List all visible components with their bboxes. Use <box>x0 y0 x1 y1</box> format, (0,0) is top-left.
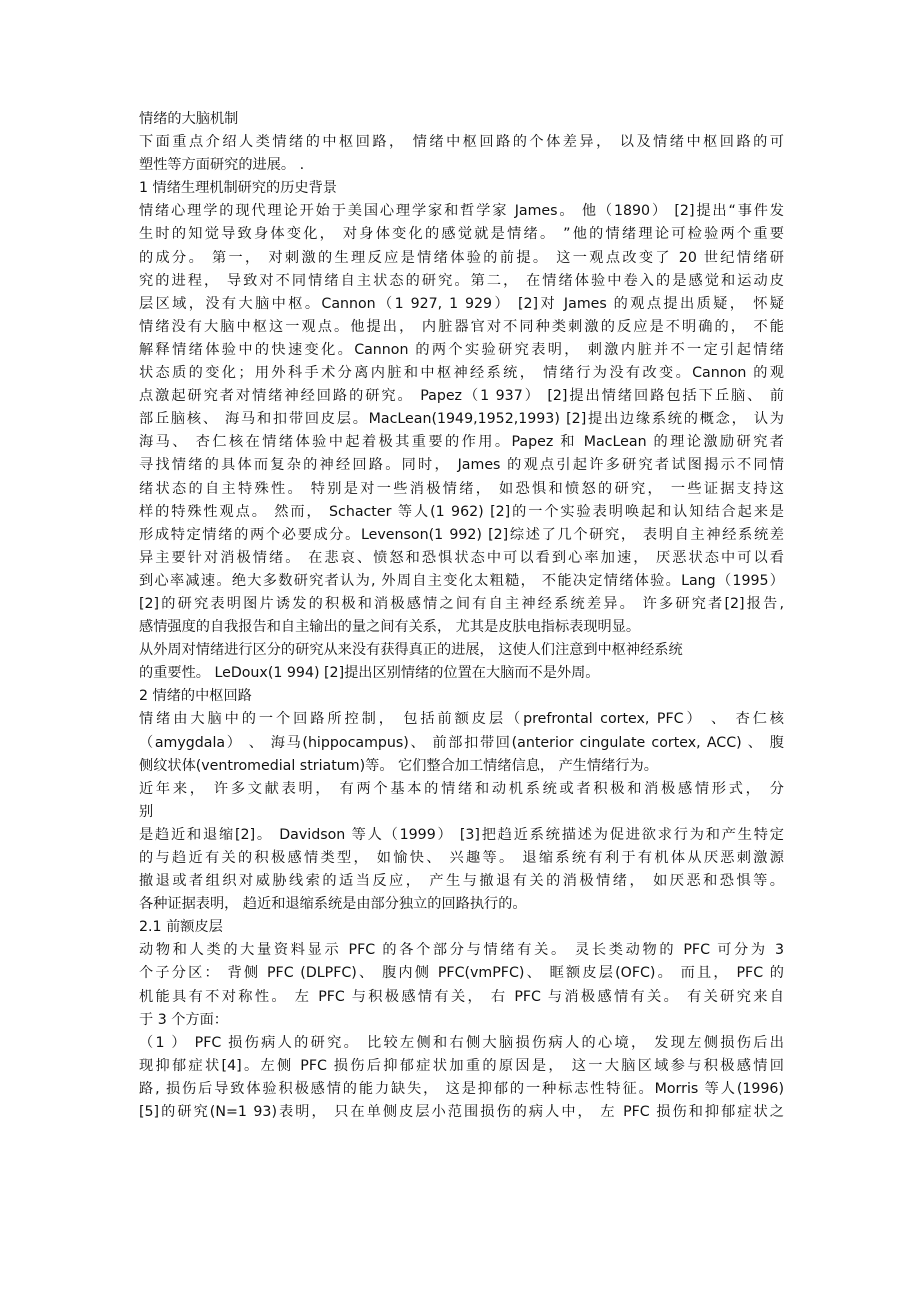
text-line: 路, 损伤后导致体验积极感情的能力缺失， 这是抑郁的一种标志性特征。Morris 等人(1996) <box>139 1080 784 1097</box>
text-line: 层区域，没有大脑中枢。Cannon（1 927, 1 929） [2]对 James 的观点提出质疑， 怀疑 <box>139 295 784 312</box>
text-line: 别 <box>139 803 154 820</box>
text-line: 情绪没有大脑中枢这一观点。他提出， 内脏器官对不同种类刺激的反应是不明确的， 不能 <box>139 318 784 335</box>
text-line: [5]的研究(N=1 93)表明， 只在单侧皮层小范围损伤的病人中， 左 PFC 损伤和抑郁症状之 <box>139 1104 784 1121</box>
text-line: 情绪的大脑机制 <box>139 111 239 127</box>
text-line: 寻找情绪的具体而复杂的神经回路。同时， James 的观点引起许多研究者试图揭示不同情 <box>139 457 784 474</box>
text-line: 动物和人类的大量资料显示 PFC 的各个部分与情绪有关。 灵长类动物的 PFC 可分为 3 <box>139 942 784 959</box>
text-line: 2.1 前额皮层 <box>139 919 223 936</box>
text-line: 机能具有不对称性。 左 PFC 与积极感情有关， 右 PFC 与消极感情有关。 有关研究来自 <box>139 988 784 1005</box>
text-line: 感情强度的自我报告和自主输出的量之间有关系， 尤其是皮肤电指标表现明显。 <box>139 619 641 636</box>
text-line: 个子分区： 背侧 PFC (DLPFC)、 腹内侧 PFC(vmPFC)、 眶额皮层(OFC)。 而且， PFC 的 <box>139 965 784 982</box>
text-line: 点激起研究者对情绪神经回路的研究。 Papez（1 937） [2]提出情绪回路包括下丘脑、 前 <box>139 388 784 405</box>
text-line: 近年来， 许多文献表明， 有两个基本的情绪和动机系统或者积极和消极感情形式， 分 <box>139 780 784 797</box>
text-line: 现抑郁症状[4]。左侧 PFC 损伤后抑郁症状加重的原因是， 这一大脑区域参与积极感情回 <box>139 1057 784 1074</box>
text-line: 塑性等方面研究的进展。 . <box>139 157 305 174</box>
text-line: 2 情绪的中枢回路 <box>139 688 252 705</box>
text-line: 解释情绪体验中的快速变化。Cannon 的两个实验研究表明， 刺激内脏并不一定引起情绪 <box>139 341 784 358</box>
text-line: 样的特殊性观点。 然而， Schacter 等人(1 962) [2]的一个实验表明唤起和认知结合起来是 <box>139 503 784 520</box>
text-line: 到心率减速。绝大多数研究者认为, 外周自主变化太粗糙， 不能决定情绪体验。Lang（1995） <box>139 572 784 589</box>
text-line: 从外周对情绪进行区分的研究从来没有获得真正的进展， 这使人们注意到中枢神经系统 <box>139 642 683 659</box>
text-line: （amygdala） 、 海马(hippocampus)、 前部扣带回(anterior cingulate cortex, ACC) 、 腹 <box>139 734 784 751</box>
text-line: 下面重点介绍人类情绪的中枢回路， 情绪中枢回路的个体差异， 以及情绪中枢回路的可 <box>139 134 784 151</box>
text-line: 状态质的变化；用外科手术分离内脏和中枢神经系统， 情绪行为没有改变。Cannon 的观 <box>139 365 784 382</box>
text-line: 1 情绪生理机制研究的历史背景 <box>139 180 337 197</box>
text-line: 究的进程， 导致对不同情绪自主状态的研究。第二， 在情绪体验中卷入的是感觉和运动皮 <box>139 272 784 289</box>
text-line: 撤退或者组织对威胁线索的适当反应， 产生与撤退有关的消极情绪， 如厌恶和恐惧等。 <box>139 873 784 890</box>
text-line: [2]的研究表明图片诱发的积极和消极感情之间有自主神经系统差异。 许多研究者[2]报告, <box>139 595 784 612</box>
text-line: 的成分。 第一， 对刺激的生理反应是情绪体验的前提。 这一观点改变了 20 世纪情绪研 <box>139 249 784 266</box>
text-line: 侧纹状体(ventromedial striatum)等。 它们整合加工情绪信息， 产生情绪行为。 <box>139 757 658 774</box>
text-line: 的与趋近有关的积极感情类型， 如愉快、 兴趣等。 退缩系统有利于有机体从厌恶刺激源 <box>139 850 784 866</box>
text-line: 形成特定情绪的两个必要成分。Levenson(1 992) [2]综述了几个研究， 表明自主神经系统差 <box>139 526 784 543</box>
text-line: 绪状态的自主特殊性。 特别是对一些消极情绪， 如恐惧和愤怒的研究， 一些证据支持这 <box>139 480 784 497</box>
text-line: 各种证据表明， 趋近和退缩系统是由部分独立的回路执行的。 <box>139 896 527 913</box>
document-page <box>139 108 784 1124</box>
text-line: 情绪由大脑中的一个回路所控制， 包括前额皮层（prefrontal cortex, PFC） 、 杏仁核 <box>139 711 784 728</box>
text-line: 海马、 杏仁核在情绪体验中起着极其重要的作用。Papez 和 MacLean 的理论激励研究者 <box>139 434 784 451</box>
text-line: 部丘脑核、 海马和扣带回皮层。MacLean(1949,1952,1993) [2]提出边缘系统的概念， 认为 <box>139 411 784 428</box>
text-line: 是趋近和退缩[2]。 Davidson 等人（1999） [3]把趋近系统描述为促进欲求行为和产生特定 <box>139 826 784 843</box>
text-line: 生时的知觉导致身体变化， 对身体变化的感觉就是情绪。 ”他的情绪理论可检验两个重要 <box>139 226 784 243</box>
text-line: 异主要针对消极情绪。 在悲哀、愤怒和恐惧状态中可以看到心率加速， 厌恶状态中可以看 <box>139 549 784 566</box>
text-line: 于 3 个方面： <box>139 1011 228 1028</box>
text-line: （1 ） PFC 损伤病人的研究。 比较左侧和右侧大脑损伤病人的心境， 发现左侧损伤后出 <box>139 1034 784 1051</box>
text-line: 的重要性。 LeDoux(1 994) [2]提出区别情绪的位置在大脑而不是外周。 <box>139 665 600 682</box>
text-line: 情绪心理学的现代理论开始于美国心理学家和哲学家 James。 他（1890） [2]提出“事件发 <box>139 203 784 220</box>
